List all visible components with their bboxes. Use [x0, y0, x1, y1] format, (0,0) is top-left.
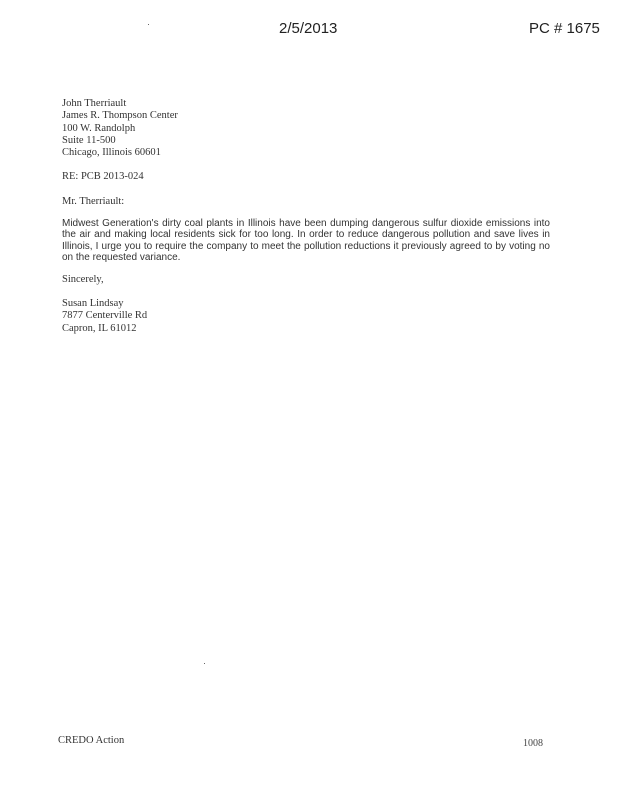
closing: Sincerely,: [62, 273, 104, 285]
letter-body: Midwest Generation's dirty coal plants in Illinois have been dumping dangerous sulfur dioxide emissions into the air and making local residents sick for too long. In order to reduce dangerous pollution and save lives in Illinois, I urge you to require the company to meet the pollution reductions it previously agreed to by voting no on the requested variance.: [62, 218, 550, 264]
recipient-address: [62, 98, 552, 159]
pc-number-stamp: PC # 1675: [529, 20, 600, 37]
recipient-name: John Therriault: [62, 98, 127, 109]
sender-name: Susan Lindsay: [62, 298, 124, 309]
sender-street: 7877 Centerville Rd: [62, 310, 148, 322]
scan-speck: [204, 663, 205, 664]
recipient-suite: Suite 11-500: [62, 134, 116, 146]
recipient-city: Chicago, Illinois 60601: [62, 147, 161, 159]
reference-line: RE: PCB 2013-024: [62, 171, 144, 183]
sender-signature-block: [62, 298, 552, 335]
scan-speck: [148, 24, 149, 25]
recipient-street: 100 W. Randolph: [62, 122, 136, 134]
footer-page-number: 1008: [523, 738, 543, 749]
salutation: Mr. Therriault:: [62, 195, 125, 207]
letter: [62, 98, 552, 335]
recipient-building: James R. Thompson Center: [62, 110, 178, 122]
date-stamp: 2/5/2013: [279, 20, 338, 37]
sender-city: Capron, IL 61012: [62, 322, 137, 334]
footer-organization: CREDO Action: [58, 735, 125, 746]
